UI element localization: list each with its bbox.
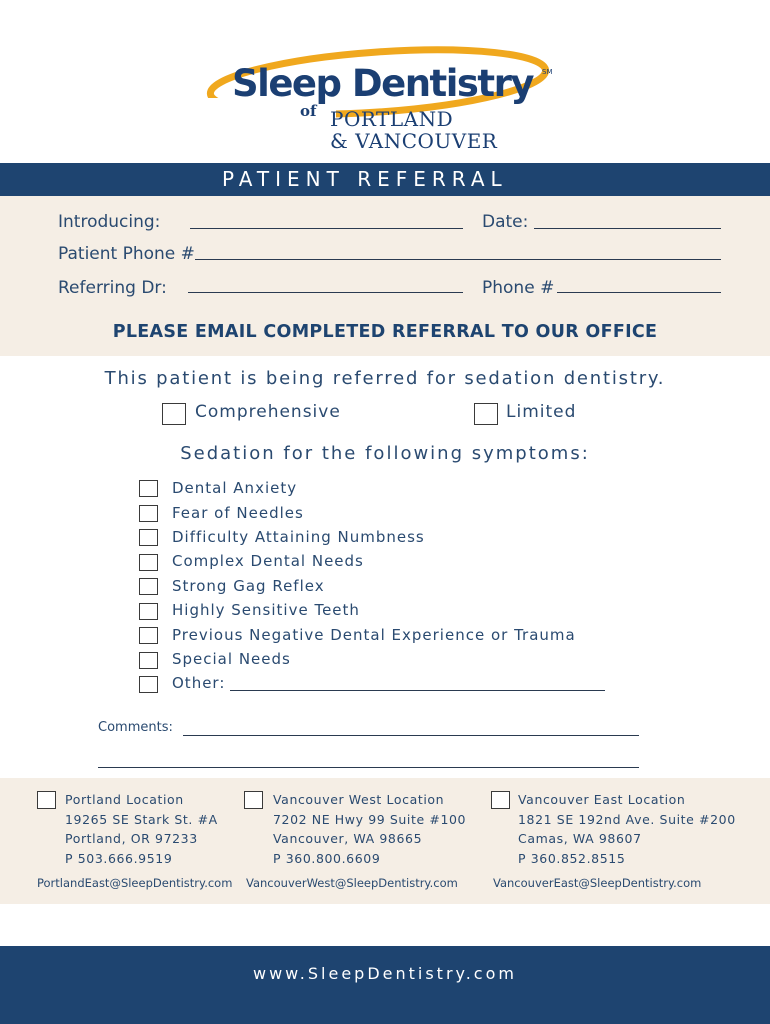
location-city: Vancouver, WA 98665 [273, 831, 423, 846]
logo-sm-mark: SM [542, 68, 553, 76]
patient-phone-field[interactable] [195, 259, 721, 260]
patient-phone-label: Patient Phone # [58, 244, 195, 264]
symptom-label: Difficulty Attaining Numbness [172, 528, 425, 546]
logo-portland-text: PORTLAND [330, 107, 454, 131]
symptom-checkbox-dental-anxiety[interactable] [139, 480, 158, 497]
location-phone: P 360.800.6609 [273, 850, 381, 866]
location-street: 1821 SE 192nd Ave. Suite #200 [518, 811, 736, 827]
location-name: Vancouver East Location [518, 792, 686, 807]
symptom-label: Complex Dental Needs [172, 552, 364, 570]
symptom-checkbox-negative-experience[interactable] [139, 627, 158, 644]
symptom-label: Previous Negative Dental Experience or Trauma [172, 626, 576, 644]
date-field[interactable] [534, 228, 721, 229]
symptom-label: Special Needs [172, 650, 291, 668]
symptom-label: Strong Gag Reflex [172, 577, 325, 595]
symptoms-title: Sedation for the following symptoms: [180, 443, 590, 464]
portland-location-checkbox[interactable] [37, 791, 56, 809]
limited-checkbox[interactable] [474, 403, 498, 425]
logo-of-text: of [300, 102, 317, 120]
limited-label: Limited [506, 402, 577, 422]
symptom-checkbox-numbness[interactable] [139, 529, 158, 546]
symptom-label: Dental Anxiety [172, 479, 298, 497]
comments-field-line-1[interactable] [183, 735, 639, 736]
portland-email-link[interactable]: PortlandEast@SleepDentistry.com [37, 876, 233, 890]
location-name: Portland Location [65, 792, 184, 807]
location-street: 19265 SE Stark St. #A [65, 811, 218, 827]
vancouver-west-email-link[interactable]: VancouverWest@SleepDentistry.com [246, 876, 458, 890]
referring-dr-label: Referring Dr: [58, 278, 167, 298]
comments-label: Comments: [98, 720, 173, 735]
comprehensive-label: Comprehensive [195, 402, 341, 422]
symptom-checkbox-other[interactable] [139, 676, 158, 693]
referring-dr-field[interactable] [188, 292, 463, 293]
vancouver-east-location-block [518, 790, 736, 868]
vancouver-west-location-block [273, 790, 466, 868]
logo-vancouver-text: & VANCOUVER [330, 129, 498, 153]
other-field[interactable] [230, 690, 605, 691]
page-title: PATIENT REFERRAL [222, 167, 508, 191]
symptom-checkbox-complex-needs[interactable] [139, 554, 158, 571]
referral-intro-text: This patient is being referred for sedation dentistry. [104, 368, 666, 389]
sleep-dentistry-logo [206, 38, 566, 156]
location-phone: P 360.852.8515 [518, 850, 626, 866]
comprehensive-checkbox[interactable] [162, 403, 186, 425]
date-label: Date: [482, 212, 529, 232]
symptom-label: Fear of Needles [172, 504, 304, 522]
introducing-label: Introducing: [58, 212, 161, 232]
location-city: Portland, OR 97233 [65, 831, 198, 846]
introducing-field[interactable] [190, 228, 463, 229]
vancouver-east-location-checkbox[interactable] [491, 791, 510, 809]
phone-field[interactable] [557, 292, 721, 293]
location-street: 7202 NE Hwy 99 Suite #100 [273, 811, 467, 827]
logo-main-text: Sleep Dentistry [232, 62, 533, 105]
portland-location-block [65, 790, 218, 868]
symptom-checkbox-fear-of-needles[interactable] [139, 505, 158, 522]
location-name: Vancouver West Location [273, 792, 445, 807]
footer-bar [0, 946, 770, 1024]
website-link[interactable]: www.SleepDentistry.com [253, 964, 517, 983]
vancouver-west-location-checkbox[interactable] [244, 791, 263, 809]
symptom-label: Other: [172, 674, 226, 692]
title-banner [0, 163, 770, 196]
location-phone: P 503.666.9519 [65, 850, 173, 866]
symptom-label: Highly Sensitive Teeth [172, 601, 360, 619]
location-city: Camas, WA 98607 [518, 831, 642, 846]
phone-label: Phone # [482, 278, 555, 298]
symptom-checkbox-gag-reflex[interactable] [139, 578, 158, 595]
symptom-checkbox-special-needs[interactable] [139, 652, 158, 669]
symptom-checkbox-sensitive-teeth[interactable] [139, 603, 158, 620]
comments-field-line-2[interactable] [98, 767, 639, 768]
vancouver-east-email-link[interactable]: VancouverEast@SleepDentistry.com [493, 876, 702, 890]
email-instruction: PLEASE EMAIL COMPLETED REFERRAL TO OUR OFFICE [112, 322, 658, 342]
